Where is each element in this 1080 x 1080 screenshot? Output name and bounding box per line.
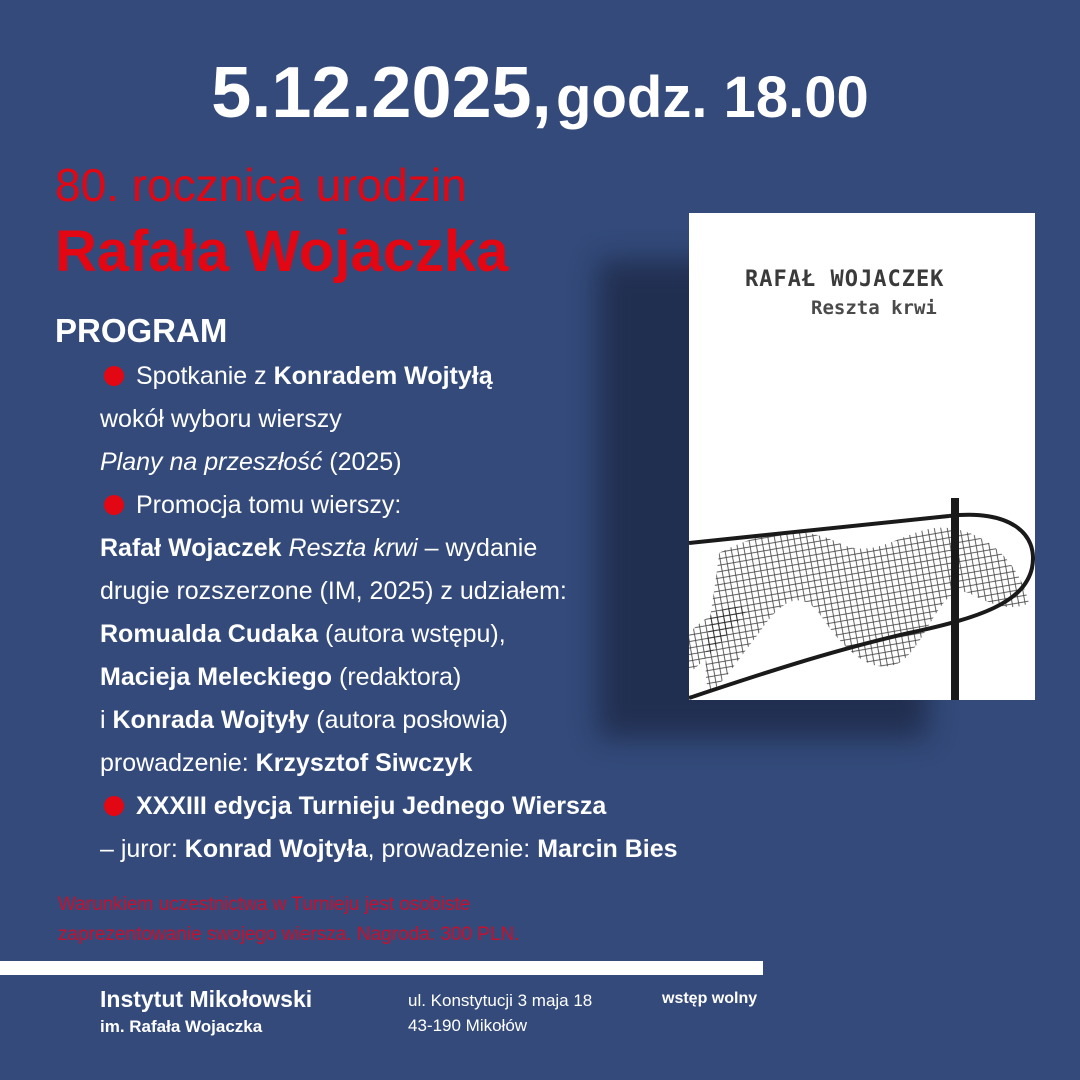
event-time: godz. 18.00 xyxy=(556,65,869,130)
program-item-2-line-7: prowadzenie: Krzysztof Siwczyk xyxy=(100,749,473,777)
program-item-2-line-1: Promocja tomu wierszy: xyxy=(100,485,401,525)
free-entry-label: wstęp wolny xyxy=(662,990,758,1007)
program-item-2-line-2: Rafał Wojaczek Reszta krwi – wydanie xyxy=(100,534,538,562)
book-cover-author: RAFAŁ WOJACZEK xyxy=(745,267,945,292)
poet-name-title: Rafała Wojaczka xyxy=(55,219,509,284)
broken-fence-net-illustration xyxy=(689,493,1035,700)
program-item-2-line-3: drugie rozszerzone (IM, 2025) z udziałem: xyxy=(100,577,567,605)
program-item-2-line-5: Macieja Meleckiego (redaktora) xyxy=(100,663,462,691)
book-cover-image xyxy=(689,213,1035,700)
program-item-2-line-6: i Konrada Wojtyły (autora posłowia) xyxy=(100,706,509,734)
address-street: ul. Konstytucji 3 maja 18 xyxy=(408,991,593,1010)
program-heading: PROGRAM xyxy=(55,312,228,349)
program-item-1-line-1: Spotkanie z Konradem Wojtyłą xyxy=(100,356,493,396)
bullet-icon xyxy=(104,796,124,816)
institute-name: Instytut Mikołowski xyxy=(100,986,313,1012)
program-item-3-line-1: XXXIII edycja Turnieju Jednego Wiersza xyxy=(100,786,606,826)
institute-subtitle: im. Rafała Wojaczka xyxy=(100,1017,263,1036)
bullet-icon xyxy=(104,495,124,515)
program-item-3-line-2: – juror: Konrad Wojtyła, prowadzenie: Marcin Bies xyxy=(100,835,678,863)
participation-notice: Warunkiem uczestnictwa w Turnieju jest osobiste zaprezentowanie swojego wiersza. Nagroda: 300 PLN. xyxy=(58,894,520,945)
program-item-2-line-4: Romualda Cudaka (autora wstępu), xyxy=(100,620,506,648)
address-city: 43-190 Mikołów xyxy=(408,1016,528,1035)
program-item-1-line-3: Plany na przeszłość (2025) xyxy=(100,448,402,476)
event-date-time xyxy=(0,52,1080,134)
program-item-1-line-2: wokół wyboru wierszy xyxy=(100,405,342,433)
event-date: 5.12.2025, xyxy=(211,53,552,133)
bullet-icon xyxy=(104,366,124,386)
book-cover-title: Reszta krwi xyxy=(811,297,937,319)
anniversary-subtitle: 80. rocznica urodzin xyxy=(55,159,467,211)
footer-divider xyxy=(0,961,763,975)
